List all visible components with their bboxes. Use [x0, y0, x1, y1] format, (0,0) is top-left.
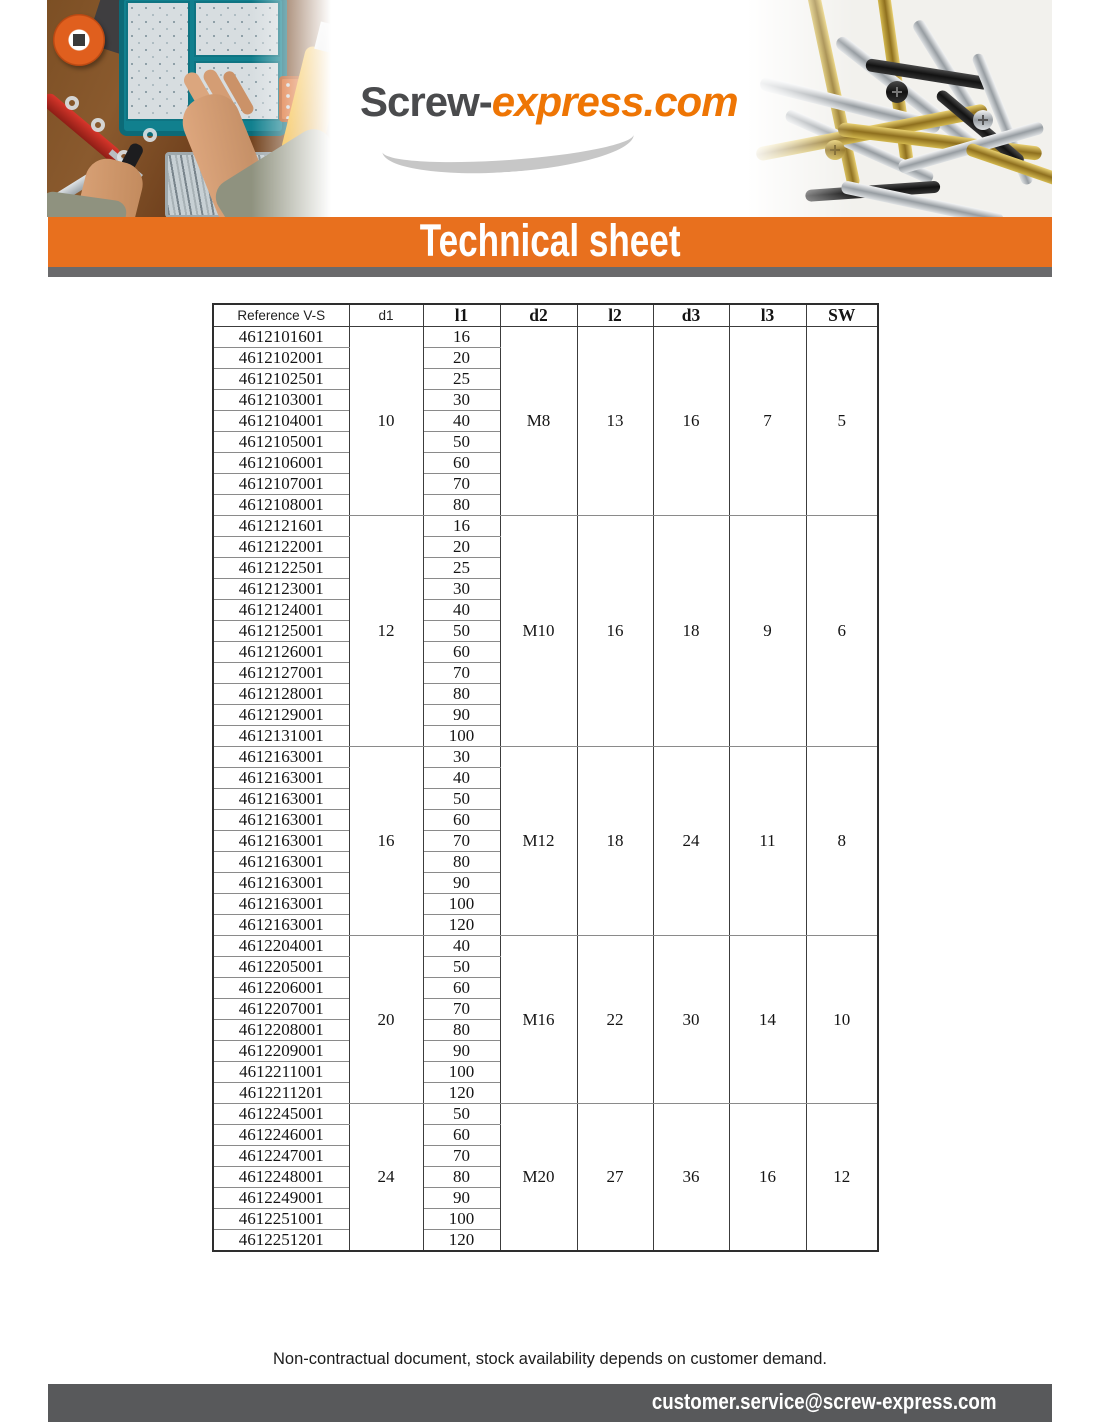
screws-photo	[747, 0, 1052, 217]
col-header-l1: l1	[423, 304, 500, 327]
cell-l1: 80	[423, 1167, 500, 1188]
cell-l1: 80	[423, 495, 500, 516]
cell-reference: 4612163001	[213, 747, 349, 768]
cell-l1: 60	[423, 453, 500, 474]
cell-reference: 4612126001	[213, 642, 349, 663]
cell-l1: 30	[423, 579, 500, 600]
photo-fade	[47, 0, 331, 217]
cell-reference: 4612101601	[213, 327, 349, 348]
cell-l3: 14	[729, 936, 806, 1104]
cell-l1: 70	[423, 474, 500, 495]
cell-l1: 100	[423, 894, 500, 915]
table-row	[213, 516, 878, 537]
cell-l3: 16	[729, 1104, 806, 1252]
cell-reference: 4612131001	[213, 726, 349, 747]
cell-l1: 90	[423, 1041, 500, 1062]
col-header-l2: l2	[577, 304, 653, 327]
cell-reference: 4612211001	[213, 1062, 349, 1083]
cell-reference: 4612163001	[213, 852, 349, 873]
cell-l1: 40	[423, 936, 500, 957]
cell-reference: 4612105001	[213, 432, 349, 453]
cell-l1: 70	[423, 1146, 500, 1167]
cell-reference: 4612205001	[213, 957, 349, 978]
cell-l2: 16	[577, 516, 653, 747]
col-header-reference-v-s: Reference V-S	[213, 304, 349, 327]
col-header-d1: d1	[349, 304, 423, 327]
cell-l1: 100	[423, 1062, 500, 1083]
cell-reference: 4612163001	[213, 789, 349, 810]
cell-reference: 4612163001	[213, 915, 349, 936]
cell-l1: 40	[423, 411, 500, 432]
cell-sw: 10	[806, 936, 878, 1104]
cell-d3: 16	[653, 327, 729, 516]
cell-l1: 60	[423, 1125, 500, 1146]
cell-l1: 100	[423, 726, 500, 747]
cell-d3: 30	[653, 936, 729, 1104]
cell-reference: 4612204001	[213, 936, 349, 957]
cell-d1: 24	[349, 1104, 423, 1252]
cell-l1: 100	[423, 1209, 500, 1230]
cell-l3: 11	[729, 747, 806, 936]
cell-l1: 120	[423, 1230, 500, 1252]
spec-table	[212, 303, 879, 1252]
cell-reference: 4612247001	[213, 1146, 349, 1167]
cell-l1: 120	[423, 1083, 500, 1104]
cell-l1: 90	[423, 705, 500, 726]
cell-reference: 4612129001	[213, 705, 349, 726]
table-row	[213, 936, 878, 957]
contact-email[interactable]: customer.service@screw-express.com	[651, 1389, 996, 1414]
cell-l1: 16	[423, 327, 500, 348]
cell-d2: M12	[500, 747, 577, 936]
cell-reference: 4612124001	[213, 600, 349, 621]
cell-l1: 30	[423, 390, 500, 411]
table-row	[213, 327, 878, 348]
cell-l1: 120	[423, 915, 500, 936]
col-header-d3: d3	[653, 304, 729, 327]
cell-sw: 8	[806, 747, 878, 936]
cell-reference: 4612125001	[213, 621, 349, 642]
cell-reference: 4612251001	[213, 1209, 349, 1230]
cell-d2: M8	[500, 327, 577, 516]
cell-l1: 40	[423, 600, 500, 621]
cell-reference: 4612102001	[213, 348, 349, 369]
cell-l1: 25	[423, 558, 500, 579]
cell-l2: 18	[577, 747, 653, 936]
logo-text-express: express.com	[491, 78, 738, 125]
cell-sw: 5	[806, 327, 878, 516]
cell-sw: 12	[806, 1104, 878, 1252]
cell-reference: 4612163001	[213, 894, 349, 915]
cell-reference: 4612208001	[213, 1020, 349, 1041]
cell-l2: 22	[577, 936, 653, 1104]
cell-l1: 50	[423, 621, 500, 642]
table-header-row	[213, 304, 878, 327]
cell-reference: 4612251201	[213, 1230, 349, 1252]
cell-l1: 40	[423, 768, 500, 789]
cell-l2: 27	[577, 1104, 653, 1252]
cell-l1: 60	[423, 810, 500, 831]
cell-l1: 70	[423, 831, 500, 852]
cell-d3: 36	[653, 1104, 729, 1252]
cell-l1: 90	[423, 873, 500, 894]
cell-reference: 4612108001	[213, 495, 349, 516]
cell-reference: 4612106001	[213, 453, 349, 474]
cell-d2: M16	[500, 936, 577, 1104]
cell-d1: 20	[349, 936, 423, 1104]
cell-reference: 4612163001	[213, 831, 349, 852]
cell-sw: 6	[806, 516, 878, 747]
cell-l1: 25	[423, 369, 500, 390]
cell-l1: 50	[423, 789, 500, 810]
cell-l1: 20	[423, 348, 500, 369]
cell-reference: 4612122501	[213, 558, 349, 579]
table-row	[213, 1104, 878, 1125]
cell-d2: M10	[500, 516, 577, 747]
title-banner	[48, 217, 1052, 267]
cell-reference: 4612107001	[213, 474, 349, 495]
cell-l1: 70	[423, 663, 500, 684]
cell-reference: 4612127001	[213, 663, 349, 684]
cell-reference: 4612245001	[213, 1104, 349, 1125]
cell-l1: 30	[423, 747, 500, 768]
cell-reference: 4612163001	[213, 810, 349, 831]
bottom-bar	[48, 1384, 1052, 1422]
cell-reference: 4612122001	[213, 537, 349, 558]
cell-l1: 90	[423, 1188, 500, 1209]
cell-l1: 50	[423, 432, 500, 453]
cell-reference: 4612249001	[213, 1188, 349, 1209]
cell-reference: 4612209001	[213, 1041, 349, 1062]
cell-d3: 24	[653, 747, 729, 936]
cell-l1: 60	[423, 642, 500, 663]
cell-d1: 16	[349, 747, 423, 936]
cell-d2: M20	[500, 1104, 577, 1252]
col-header-d2: d2	[500, 304, 577, 327]
col-header-l3: l3	[729, 304, 806, 327]
logo-text-screw: Screw-	[360, 78, 492, 125]
cell-reference: 4612246001	[213, 1125, 349, 1146]
cell-l1: 80	[423, 852, 500, 873]
cell-reference: 4612123001	[213, 579, 349, 600]
banner-shadow-strip	[48, 267, 1052, 277]
cell-l1: 60	[423, 978, 500, 999]
cell-reference: 4612104001	[213, 411, 349, 432]
cell-reference: 4612128001	[213, 684, 349, 705]
cell-l1: 16	[423, 516, 500, 537]
cell-reference: 4612163001	[213, 768, 349, 789]
cell-l3: 7	[729, 327, 806, 516]
cell-l1: 70	[423, 999, 500, 1020]
cell-d3: 18	[653, 516, 729, 747]
cell-l1: 80	[423, 1020, 500, 1041]
cell-reference: 4612207001	[213, 999, 349, 1020]
cell-l1: 80	[423, 684, 500, 705]
spec-table-container	[212, 303, 879, 1252]
cell-d1: 12	[349, 516, 423, 747]
cell-reference: 4612103001	[213, 390, 349, 411]
page-title: Technical sheet	[419, 215, 681, 266]
cell-l1: 50	[423, 957, 500, 978]
cell-reference: 4612102501	[213, 369, 349, 390]
cell-reference: 4612211201	[213, 1083, 349, 1104]
cell-reference: 4612248001	[213, 1167, 349, 1188]
table-row	[213, 747, 878, 768]
cell-reference: 4612206001	[213, 978, 349, 999]
col-header-sw: SW	[806, 304, 878, 327]
footer-note: Non-contractual document, stock availability depends on customer demand.	[273, 1350, 827, 1368]
cell-d1: 10	[349, 327, 423, 516]
photo-fade	[747, 0, 1052, 217]
cell-reference: 4612163001	[213, 873, 349, 894]
logo	[360, 78, 750, 178]
cell-reference: 4612121601	[213, 516, 349, 537]
cell-l1: 50	[423, 1104, 500, 1125]
cell-l3: 9	[729, 516, 806, 747]
workbench-photo	[47, 0, 331, 217]
cell-l2: 13	[577, 327, 653, 516]
cell-l1: 20	[423, 537, 500, 558]
